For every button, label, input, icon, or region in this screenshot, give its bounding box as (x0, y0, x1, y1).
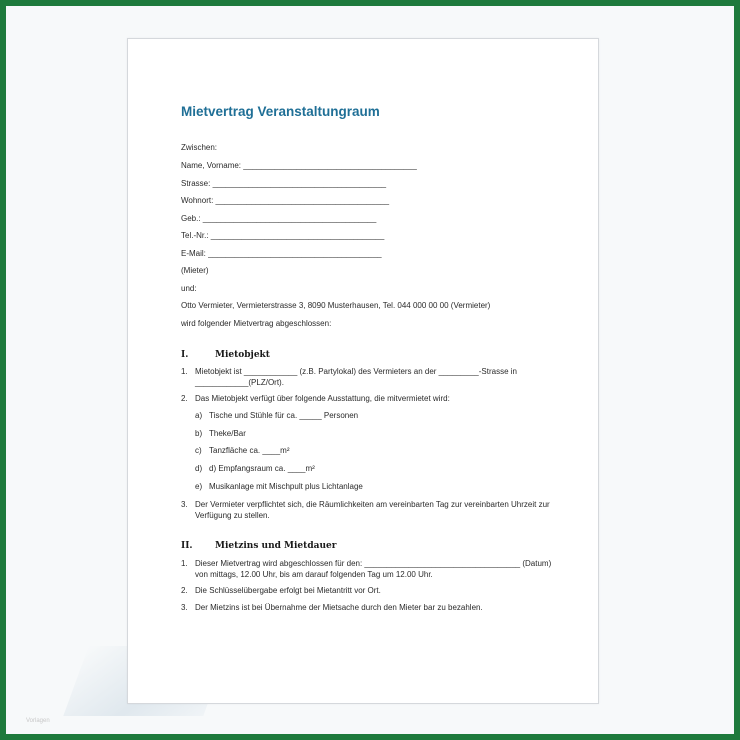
section-2-number: II. (181, 541, 193, 551)
section-1-title: Mietobjekt (215, 350, 270, 360)
name-field-line: Name, Vorname: _______________________________________ (181, 161, 417, 170)
subitem-letter: a) (195, 411, 203, 420)
section-1-number: I. (181, 350, 189, 360)
phone-field-line: Tel.-Nr.: _______________________________________ (181, 231, 385, 240)
item-text: Der Mietzins ist bei Übernahme der Mietsache durch den Mieter bar zu bezahlen. (195, 603, 483, 612)
item-number: 1. (181, 559, 188, 568)
item-text: Dieser Mietvertrag wird abgeschlossen für den: ___________________________________ (Datum) von mittags, 12.00 Uhr, bis am darauf folgenden Tag um 12.00 Uhr. (195, 559, 552, 579)
document-title: Mietvertrag Veranstaltungraum (181, 104, 380, 119)
watermark-text: Vorlagen (26, 718, 50, 724)
item-number: 2. (181, 394, 188, 403)
item-text: Das Mietobjekt verfügt über folgende Ausstattung, die mitvermietet wird: (195, 394, 450, 403)
equipment-subitem (195, 482, 363, 491)
document-page (127, 38, 599, 704)
item-number: 3. (181, 603, 188, 612)
item-text: Mietobjekt ist ____________ (z.B. Partylokal) des Vermieters an der _________-Strasse in ____________(PLZ/Ort). (195, 367, 517, 387)
item-text: Die Schlüsselübergabe erfolgt bei Mietantritt vor Ort. (195, 586, 381, 595)
party-intro: Zwischen: (181, 143, 218, 152)
birthdate-field-line: Geb.: _______________________________________ (181, 214, 377, 223)
item-text: Der Vermieter verpflichtet sich, die Räumlichkeiten am vereinbarten Tag zur vereinbarten Uhrzeit zur Verfügung zu stellen. (195, 500, 550, 520)
street-field-line: Strasse: _______________________________________ (181, 179, 387, 188)
subitem-letter: b) (195, 429, 203, 438)
email-field-line: E-Mail: _______________________________________ (181, 249, 382, 258)
item-number: 3. (181, 500, 188, 509)
subitem-text: Tische und Stühle für ca. _____ Personen (209, 411, 359, 420)
city-field-line: Wohnort: _______________________________________ (181, 196, 390, 205)
subitem-letter: c) (195, 446, 202, 455)
and-label: und: (181, 284, 197, 293)
section-1-heading (181, 350, 270, 360)
subitem-text: d) Empfangsraum ca. ____m² (209, 464, 315, 473)
landlord-line: Otto Vermieter, Vermieterstrasse 3, 8090 Musterhausen, Tel. 044 000 00 00 (Vermieter) (181, 301, 491, 310)
subitem-text: Tanzfläche ca. ____m² (209, 446, 290, 455)
equipment-subitem (195, 446, 290, 455)
equipment-subitem (195, 429, 246, 438)
subitem-letter: e) (195, 482, 203, 491)
subitem-letter: d) (195, 464, 203, 473)
section-2-heading (181, 541, 336, 551)
subitem-text: Musikanlage mit Mischpult plus Lichtanlage (209, 482, 363, 491)
item-number: 1. (181, 367, 188, 376)
section-2-title: Mietzins und Mietdauer (215, 541, 337, 551)
equipment-subitem (195, 411, 358, 420)
subitem-text: Theke/Bar (209, 429, 246, 438)
equipment-subitem (195, 464, 315, 473)
tenant-label: (Mieter) (181, 266, 209, 275)
item-number: 2. (181, 586, 188, 595)
contract-intro: wird folgender Mietvertrag abgeschlossen: (181, 319, 332, 328)
